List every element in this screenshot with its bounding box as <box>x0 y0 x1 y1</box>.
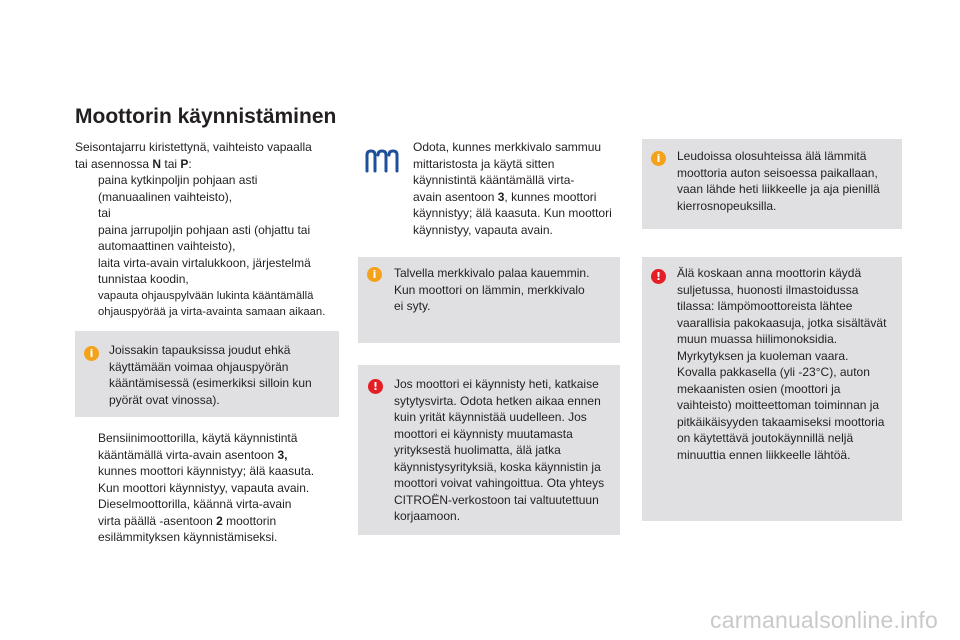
glow-plug-icon <box>364 149 400 177</box>
warning-icon: ! <box>651 269 666 284</box>
page-title: Moottorin käynnistäminen <box>75 105 337 128</box>
text-part: kääntämällä virta-avain asentoon <box>98 447 278 462</box>
list-item <box>75 172 355 205</box>
list-item-line: vapauta ohjauspylvään lukinta kääntämällä <box>98 289 314 302</box>
list-item <box>75 222 355 255</box>
warning-box-text <box>677 265 886 463</box>
list-item-petrol <box>75 430 355 496</box>
list-item-line: laita virta-avain virtalukkoon, järjestelmä <box>98 255 311 270</box>
list-item-line: Kun moottori käynnistyy, vapauta avain. <box>98 480 310 495</box>
warning-box-text <box>394 376 604 525</box>
or-separator: tai <box>98 206 111 220</box>
info-line: vaan lähde heti liikkeelle ja aja pienillä <box>677 182 880 196</box>
list-item <box>75 288 355 321</box>
info-line: kierrosnopeuksilla. <box>677 198 777 213</box>
list-item-line: ohjauspyörää ja virta-avainta samaan aikaan. <box>98 306 326 318</box>
warning-line: Älä koskaan anna moottorin käydä <box>677 266 862 280</box>
warning-line: moottori ei käynnisty muutamasta <box>394 426 573 441</box>
warning-line: Myrkytyksen ja kuoleman vaara. <box>677 348 849 363</box>
gear-p: P <box>180 156 189 171</box>
warning-line: CITROËN-verkostoon tai valtuutettuun <box>394 492 599 507</box>
info-icon: i <box>651 151 666 166</box>
warning-line: on käytettävä joutokäynnillä neljä <box>677 431 854 445</box>
warning-line: vaarallisia pakokaasuja, jotka sisältävät <box>677 315 887 330</box>
list-item-line <box>98 447 355 464</box>
key-position: 3, <box>277 447 288 462</box>
intro-line <box>75 156 312 173</box>
info-line: kääntämisessä (esimerkiksi silloin kun <box>109 376 312 390</box>
gear-n: N <box>152 156 162 171</box>
warning-line: vaihteisto) moitteettoman toiminnan ja <box>677 398 880 412</box>
info-line: ei syty. <box>394 299 431 313</box>
warning-box-start <box>358 365 620 535</box>
info-line: Joissakin tapauksissa joudut ehkä <box>109 343 291 357</box>
glow-line: käynnistyy, vapauta avain. <box>413 222 553 237</box>
warning-line: Jos moottori ei käynnisty heti, katkaise <box>394 377 599 391</box>
warning-line: Kovalla pakkasella (yli -23°C), auton <box>677 365 870 379</box>
warning-line: pitkäikäisyyden takaamiseksi moottoria <box>677 414 885 429</box>
key-position: 3 <box>497 189 505 204</box>
text-part: avain asentoon <box>413 189 498 204</box>
list-item <box>75 255 355 288</box>
info-icon: i <box>367 267 382 282</box>
intro-text-part: tai <box>161 156 181 171</box>
info-box-warm <box>358 257 620 343</box>
info-icon: i <box>84 346 99 361</box>
key-position: 2 <box>216 513 223 528</box>
text-part: moottorin <box>222 513 277 528</box>
warning-line: korjaamoon. <box>394 509 461 523</box>
info-line: Leudoissa olosuhteissa älä lämmitä <box>677 149 867 163</box>
list-item-line: Dieselmoottorilla, käännä virta-avain <box>98 497 292 511</box>
warning-line: yrityksestä huolimatta, älä jatka <box>394 443 561 457</box>
list-item-line: (manuaalinen vaihteisto), <box>98 189 233 204</box>
intro-text <box>75 139 312 172</box>
glow-line: Odota, kunnes merkkivalo sammuu <box>413 140 602 154</box>
list-item-line: paina kytkinpoljin pohjaan asti <box>98 173 258 187</box>
warning-box-idle <box>642 257 902 521</box>
text-part: , kunnes moottori <box>504 189 597 204</box>
info-box-steering <box>75 331 339 417</box>
engine-type-list <box>75 430 355 546</box>
info-box-text <box>677 148 880 214</box>
list-item-line: tunnistaa koodin, <box>98 272 189 286</box>
info-box-text <box>109 342 312 408</box>
list-item-line: Bensiinimoottorilla, käytä käynnistintä <box>98 431 298 445</box>
glow-line <box>413 189 612 206</box>
list-item-line: kunnes moottori käynnistyy; älä kaasuta. <box>98 464 315 478</box>
info-line: pyörät ovat vinossa). <box>109 392 220 407</box>
warning-line: sytytysvirta. Odota hetken aikaa ennen <box>394 393 601 408</box>
warning-line: moottori voivat vahingoittua. Ota yhteys <box>394 476 605 490</box>
list-item-line <box>98 513 355 530</box>
warning-line: minuuttia ennen liikkeelle lähtöä. <box>677 447 851 462</box>
text-part: virta päällä -asentoon <box>98 513 217 528</box>
glow-line: käynnistintä kääntämällä virta- <box>413 173 575 187</box>
warning-line: suljetussa, huonosti ilmastoidussa <box>677 282 859 297</box>
list-item-line: paina jarrupoljin pohjaan asti (ohjattu tai <box>98 222 311 237</box>
list-item-line: automaattinen vaihteisto), <box>98 239 236 253</box>
info-line: Kun moottori on lämmin, merkkivalo <box>394 282 585 297</box>
info-line: käyttämään voimaa ohjauspyörän <box>109 359 289 374</box>
warning-line: kuin yrität käynnistää uudelleen. Jos <box>394 410 587 424</box>
info-line: moottoria auton seisoessa paikallaan, <box>677 165 878 180</box>
glow-line: mittaristosta ja käytä sitten <box>413 156 555 171</box>
intro-line: Seisontajarru kiristettynä, vaihteisto vapaalla <box>75 140 312 154</box>
warning-line: käynnistysyrityksiä, koska käynnistin ja <box>394 459 601 474</box>
warning-icon: ! <box>368 379 383 394</box>
start-steps-list <box>75 172 355 321</box>
glow-text <box>413 139 612 238</box>
warning-line: muun muassa hiilimonoksidia. <box>677 332 838 346</box>
warning-line: tilassa: lämpömoottoreista lähtee <box>677 299 853 313</box>
intro-text-part: tai asennossa <box>75 156 153 171</box>
list-item-line: esilämmityksen käynnistämiseksi. <box>98 530 278 544</box>
watermark: carmanualsonline.info <box>710 607 938 633</box>
warning-line: mekaanisten osien (moottori ja <box>677 381 841 396</box>
info-box-text <box>394 265 589 315</box>
info-box-mild <box>642 139 902 229</box>
info-line: Talvella merkkivalo palaa kauemmin. <box>394 266 590 280</box>
intro-text-part: : <box>188 156 192 171</box>
list-item-diesel <box>75 496 355 546</box>
glow-line: käynnistyy; älä kaasuta. Kun moottori <box>413 206 612 220</box>
